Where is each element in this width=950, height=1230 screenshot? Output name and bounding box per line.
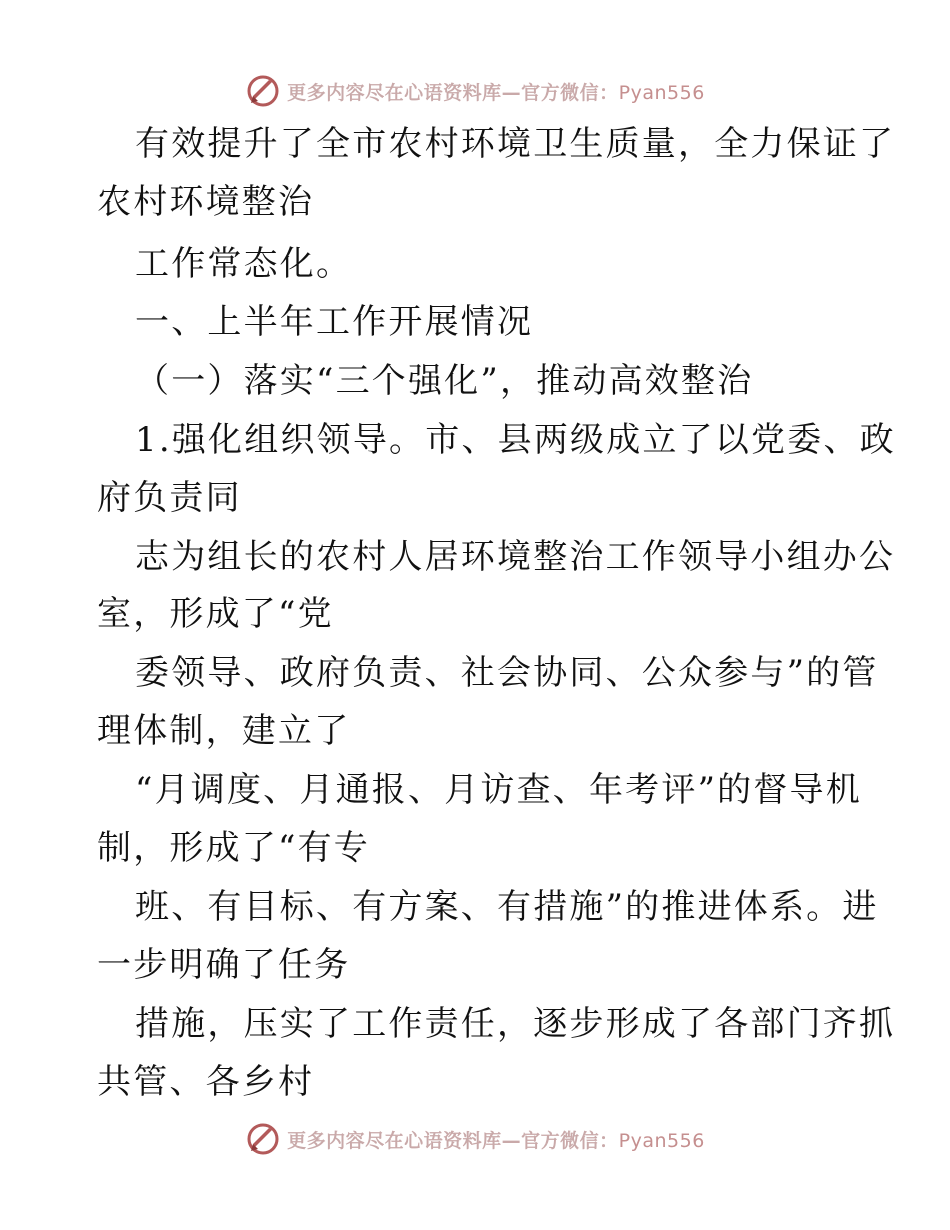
watermark-text: 更多内容尽在心语资料库—官方微信：Pyan556 [287, 81, 705, 104]
quill-logo-icon [245, 73, 281, 109]
text-line: 农村环境整治 [97, 182, 315, 222]
text-line: 共管、各乡村 [97, 1062, 315, 1102]
text-line: 班、有目标、有方案、有措施”的推进体系。进 [135, 887, 879, 927]
text-line: 制，形成了“有专 [97, 828, 370, 868]
text-line: “月调度、月通报、月访查、年考评”的督导机 [135, 770, 862, 810]
text-line: 一步明确了任务 [97, 945, 351, 985]
quill-logo-icon [245, 1121, 281, 1157]
wechat-id: Pyan556 [618, 1129, 705, 1152]
text-line: 委领导、政府负责、社会协同、公众参与”的管 [135, 653, 879, 693]
text-line: 工作常态化。 [135, 244, 353, 284]
text-line: 措施，压实了工作责任，逐步形成了各部门齐抓 [135, 1004, 896, 1044]
text-line: 有效提升了全市农村环境卫生质量，全力保证了 [135, 124, 896, 164]
text-line: 理体制，建立了 [97, 711, 351, 751]
watermark-header [0, 71, 950, 111]
section-heading: 一、上半年工作开展情况 [135, 302, 534, 342]
watermark-text: 更多内容尽在心语资料库—官方微信：Pyan556 [287, 1129, 705, 1152]
text-line: 府负责同 [97, 478, 242, 518]
subsection-heading: （一）落实“三个强化”，推动高效整治 [135, 361, 754, 401]
text-line: 室，形成了“党 [97, 594, 334, 634]
text-line: 1.强化组织领导。市、县两级成立了以党委、政 [135, 420, 896, 460]
wechat-id: Pyan556 [618, 81, 705, 104]
watermark-footer [0, 1119, 950, 1159]
text-line: 志为组长的农村人居环境整治工作领导小组办公 [135, 537, 896, 577]
